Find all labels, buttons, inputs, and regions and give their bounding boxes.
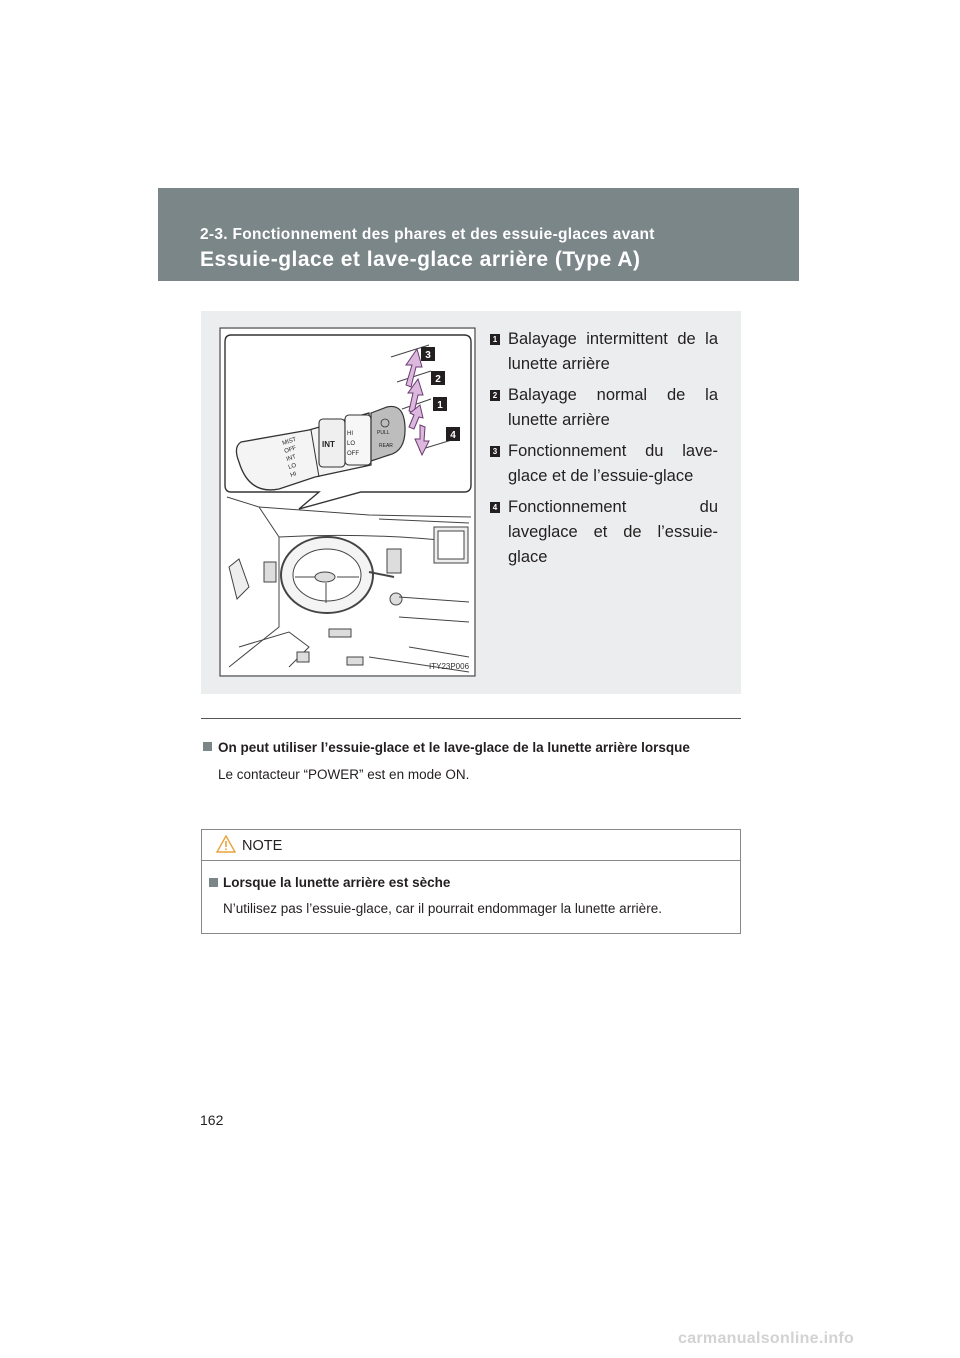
- stalk-lo-mark: LO: [347, 441, 356, 447]
- callout-2: 2: [435, 374, 441, 385]
- stalk-off-mark: OFF: [347, 451, 359, 457]
- stalk-label-lo: LO: [287, 462, 298, 471]
- legend-item: [490, 439, 718, 489]
- figure-code: ITY23P006: [429, 662, 470, 671]
- legend-text: Fonctionnement du laveglace et de l’essuie-glace: [508, 498, 718, 566]
- note-subheading-text: Lorsque la lunette arrière est sèche: [223, 875, 451, 890]
- callout-3: 3: [425, 350, 431, 361]
- warning-icon: [216, 835, 236, 853]
- stalk-label-off: OFF: [283, 445, 298, 455]
- legend-number: 1: [490, 334, 500, 345]
- legend-item: [490, 383, 718, 433]
- section-label: 2-3. Fonctionnement des phares et des essuie-glaces avant: [200, 226, 655, 243]
- bullet-square-icon: [209, 878, 218, 887]
- legend-item: [490, 327, 718, 377]
- stalk-label-int: INT: [285, 454, 297, 463]
- callout-1: 1: [437, 400, 443, 411]
- info-heading: [201, 737, 741, 758]
- watermark: carmanualsonline.info: [678, 1330, 855, 1347]
- legend-text: Balayage normal de la lunette arrière: [508, 386, 718, 429]
- stalk-label-mist: MIST: [281, 436, 298, 447]
- info-body: Le contacteur “POWER” est en mode ON.: [218, 767, 470, 782]
- callout-4: 4: [450, 430, 456, 441]
- legend-list: [490, 327, 718, 576]
- info-heading-text: On peut utiliser l’essuie-glace et le lave-glace de la lunette arrière lorsque: [218, 740, 690, 755]
- legend-number: 4: [490, 502, 500, 513]
- legend-number: 2: [490, 390, 500, 401]
- legend-text: Fonctionnement du lave-glace et de l’essuie-glace: [508, 442, 718, 485]
- stalk-label-hi: HI: [289, 471, 298, 479]
- stalk-rear-mark: REAR: [379, 443, 393, 449]
- legend-number: 3: [490, 446, 500, 457]
- note-subheading: [202, 875, 740, 890]
- stalk-pull-mark: PULL: [377, 430, 390, 436]
- legend-text: Balayage intermittent de la lunette arrière: [508, 330, 718, 373]
- stalk-int-mark: INT: [322, 440, 335, 449]
- page-number: 162: [200, 1112, 224, 1128]
- page-title: Essuie-glace et lave-glace arrière (Type A): [200, 248, 641, 271]
- wiper-illustration: [219, 327, 476, 677]
- stalk-hi-mark: HI: [347, 431, 353, 437]
- bullet-square-icon: [203, 742, 212, 751]
- section-header: [158, 188, 799, 281]
- note-box: [201, 829, 741, 934]
- divider: [201, 718, 741, 719]
- note-header: [202, 830, 740, 861]
- info-section: [201, 737, 741, 785]
- legend-item: [490, 495, 718, 570]
- wiper-diagram: [219, 327, 476, 677]
- note-text: N’utilisez pas l’essuie-glace, car il pourrait endommager la lunette arrière.: [223, 901, 662, 916]
- note-label: NOTE: [242, 838, 283, 854]
